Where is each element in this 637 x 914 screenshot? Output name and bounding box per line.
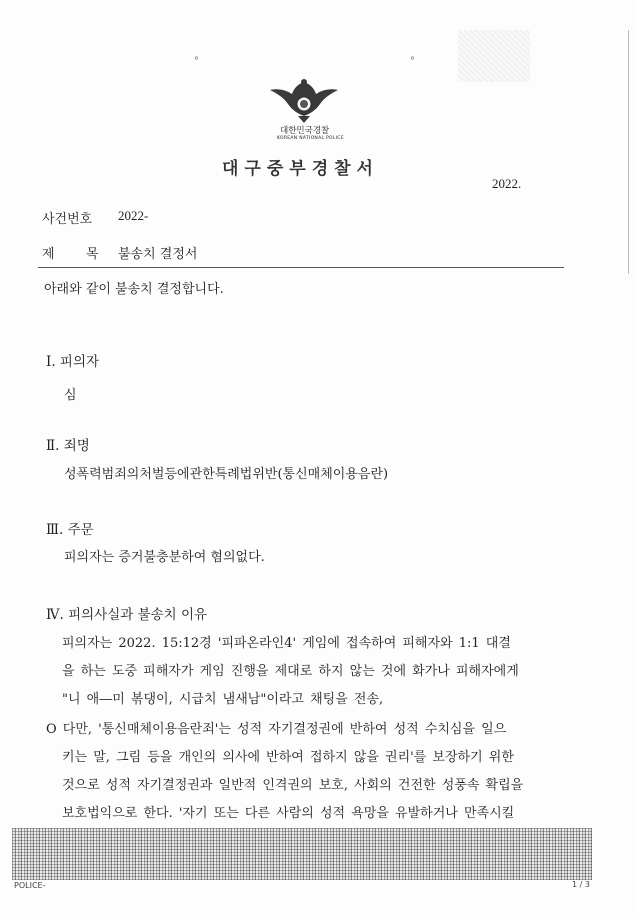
case-number-label: 사건번호 bbox=[42, 212, 93, 227]
title-label-part1: 제 bbox=[42, 247, 55, 262]
punch-mark: ° bbox=[194, 56, 199, 67]
police-name-english: KOREAN NATIONAL POLICE bbox=[277, 136, 344, 141]
section-disposition-content: 피의자는 증거불충분하여 혐의없다. bbox=[64, 550, 265, 565]
police-emblem-icon bbox=[268, 76, 340, 124]
case-number-value: 2022- bbox=[118, 208, 149, 223]
section-disposition-heading: Ⅲ. 주문 bbox=[46, 522, 94, 538]
section-suspect-heading: Ⅰ. 피의자 bbox=[46, 354, 100, 370]
station-title: 대구중부경찰서 bbox=[222, 159, 379, 179]
faded-stamp bbox=[458, 30, 530, 82]
title-label-part2: 목 bbox=[86, 247, 99, 262]
facts-line: "니 애―미 볶댕이, 시급치 냄새남"이라고 채팅을 전송, bbox=[62, 692, 384, 707]
scan-edge-line bbox=[628, 30, 629, 274]
section-suspect-content: 심 bbox=[64, 388, 77, 403]
facts-line: 피의자는 2022. 15:12경 '피파온라인4' 게임에 접속하여 피해자와 1:1 대결 bbox=[62, 636, 511, 651]
section-facts-heading: Ⅳ. 피의사실과 불송치 이유 bbox=[46, 607, 208, 623]
redaction-noise-strip bbox=[12, 828, 592, 880]
section-charge-heading: Ⅱ. 죄명 bbox=[46, 438, 90, 454]
punch-mark: ° bbox=[410, 56, 415, 67]
footer-left-label: POLICE- bbox=[14, 881, 46, 890]
header-divider bbox=[38, 267, 564, 268]
facts-line: 보호법익으로 한다. '자기 또는 다른 사람의 성적 욕망을 유발하거나 만족시킬 bbox=[62, 806, 515, 821]
section-charge-content: 성폭력범죄의처벌등에관한특례법위반(통신매체이용음란) bbox=[64, 467, 389, 482]
page-indicator: 1 / 3 bbox=[572, 880, 590, 889]
intro-sentence: 아래와 같이 불송치 결정합니다. bbox=[44, 282, 224, 297]
facts-line: 것으로 성적 자기결정권과 일반적 인격권의 보호, 사회의 건전한 성풍속 확립을 bbox=[62, 778, 524, 793]
title-value: 불송치 결정서 bbox=[118, 247, 198, 262]
police-name-korean: 대한민국경찰 bbox=[280, 126, 330, 136]
facts-line: O 다만, '통신매체이용음란죄'는 성적 자기결정권에 반하여 성적 수치심을 일으 bbox=[46, 722, 507, 737]
document-date: 2022. bbox=[492, 176, 522, 191]
facts-line: 을 하는 도중 피해자가 게임 진행을 제대로 하지 않는 것에 화가나 피해자에게 bbox=[62, 664, 519, 679]
facts-line: 키는 말, 그림 등을 개인의 의사에 반하여 접하지 않을 권리'를 보장하기 위한 bbox=[62, 750, 514, 765]
